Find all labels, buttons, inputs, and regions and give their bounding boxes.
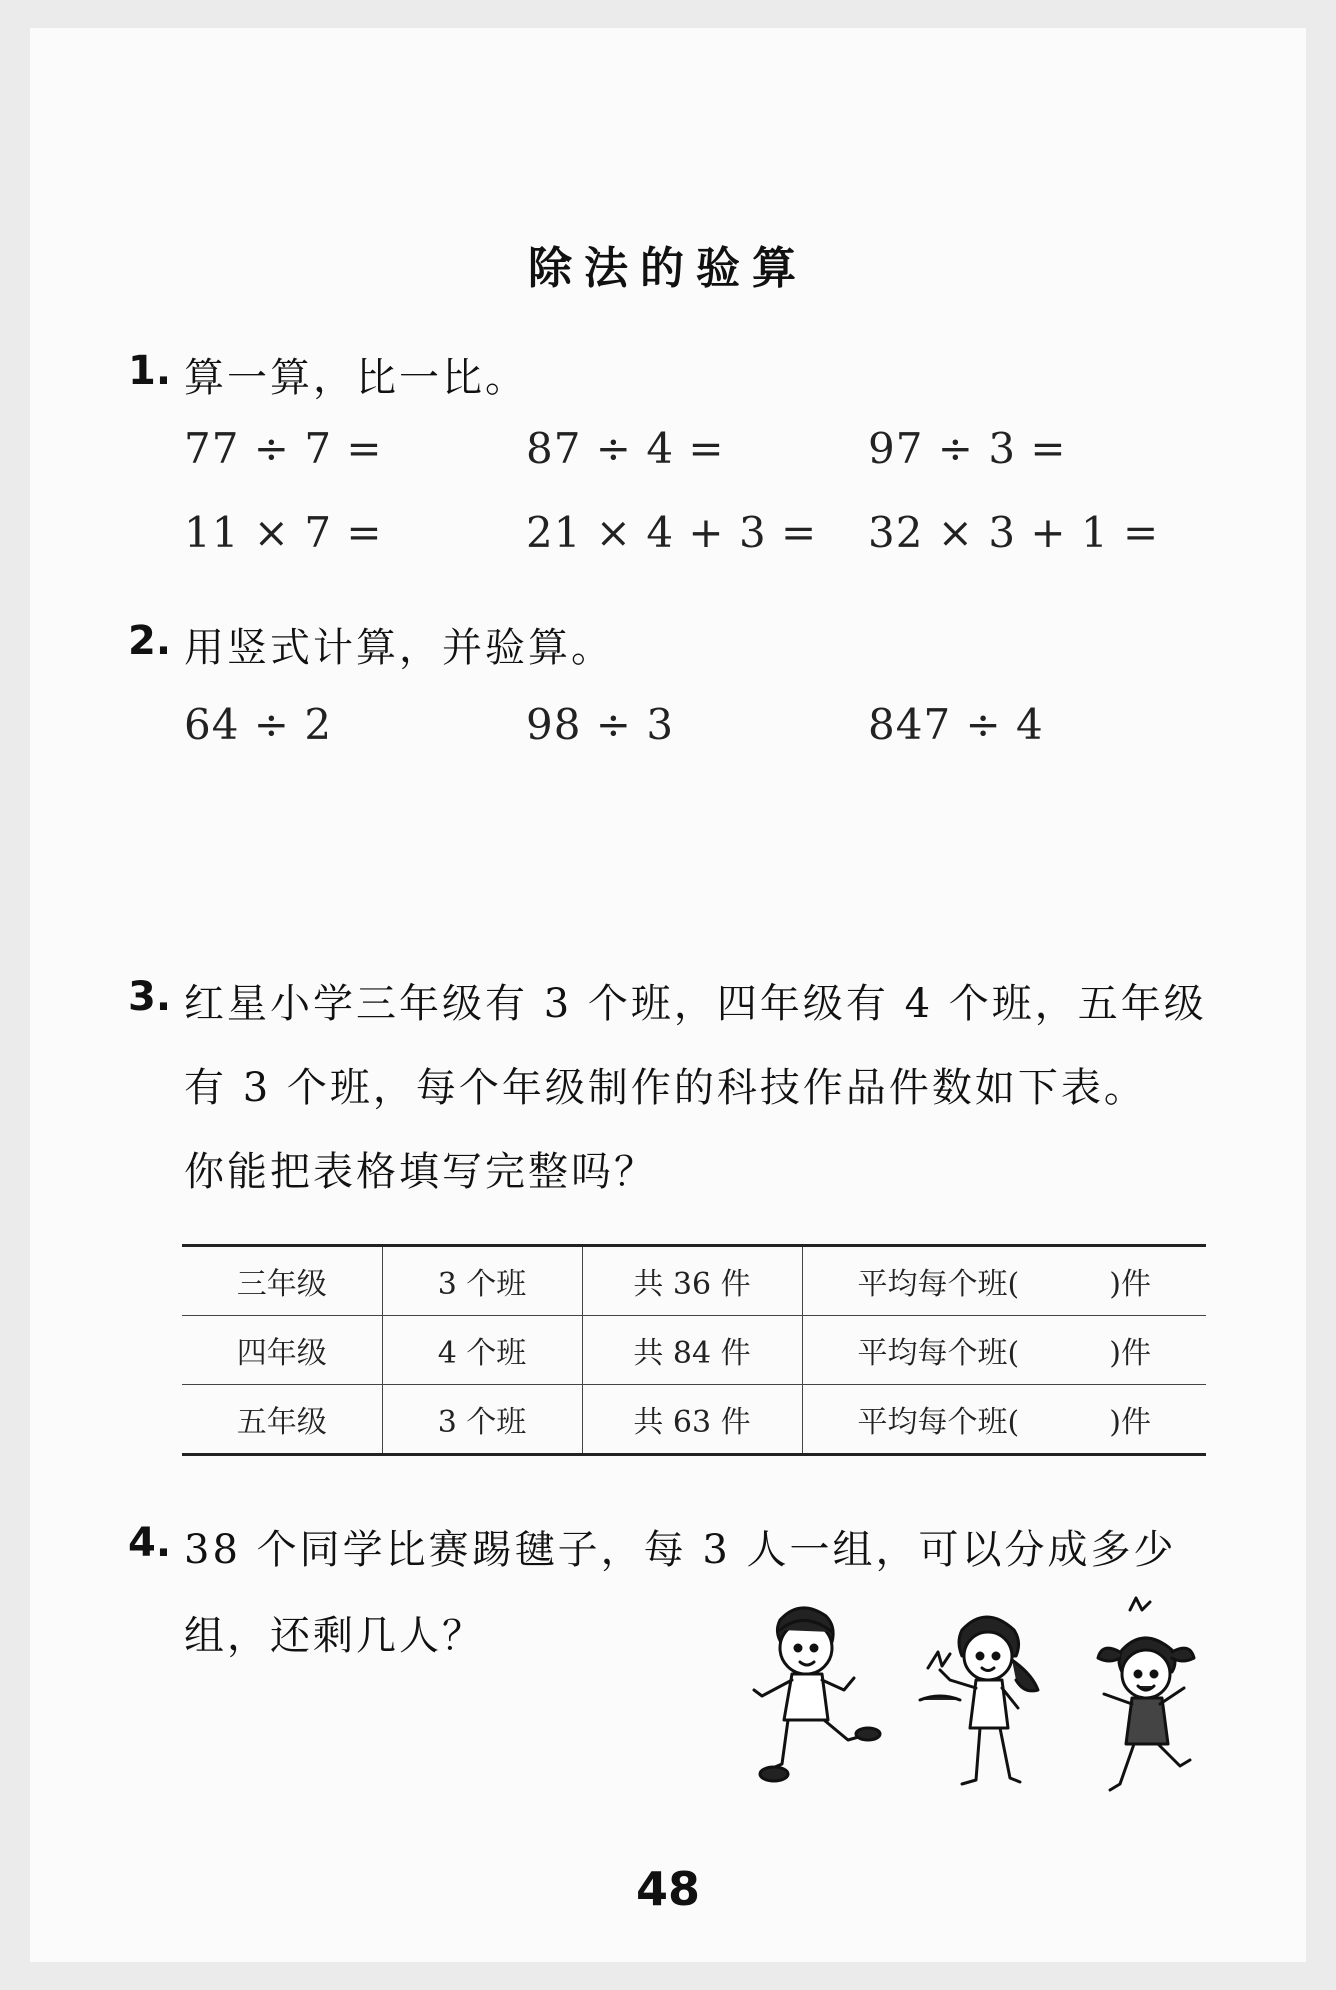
table-cell-total: 共 63 件 <box>582 1385 802 1455</box>
table-cell-grade: 三年级 <box>182 1246 382 1316</box>
question-3-line: 你能把表格填写完整吗？ <box>184 1149 657 1195</box>
table-cell-grade: 四年级 <box>182 1316 382 1385</box>
girl-figure <box>1098 1598 1194 1790</box>
table-cell-total: 共 84 件 <box>582 1316 802 1385</box>
works-table <box>182 1244 1206 1456</box>
q2-expression: 847 ÷ 4 <box>868 700 1044 749</box>
table-row <box>182 1385 1206 1455</box>
question-4-line: 组，还剩几人？ <box>184 1613 485 1659</box>
q1-expression: 97 ÷ 3 = <box>868 424 1067 473</box>
question-4-line: 38 个同学比赛踢毽子，每 3 人一组，可以分成多少 <box>184 1527 1177 1573</box>
table-cell-average-blank[interactable]: 平均每个班( )件 <box>802 1246 1206 1316</box>
page-title: 除法的验算 <box>528 243 808 294</box>
table-cell-classes: 4 个班 <box>382 1316 582 1385</box>
question-3-line: 红星小学三年级有 3 个班，四年级有 4 个班，五年级 <box>184 981 1207 1027</box>
q1-expression: 32 × 3 + 1 = <box>868 508 1160 557</box>
q1-expression: 77 ÷ 7 = <box>184 424 383 473</box>
children-kicking-shuttlecock-illustration <box>740 1590 1220 1810</box>
question-2-number: 2. <box>128 618 172 664</box>
q2-expression: 98 ÷ 3 <box>526 700 675 749</box>
q1-expression: 21 × 4 + 3 = <box>526 508 818 557</box>
table-cell-total: 共 36 件 <box>582 1246 802 1316</box>
question-3-line: 有 3 个班，每个年级制作的科技作品件数如下表。 <box>184 1065 1147 1111</box>
table-cell-grade: 五年级 <box>182 1385 382 1455</box>
question-1-text: 算一算，比一比。 <box>184 355 528 401</box>
question-2-text: 用竖式计算，并验算。 <box>184 625 614 671</box>
page-number: 48 <box>635 1862 700 1916</box>
q1-expression: 87 ÷ 4 = <box>526 424 725 473</box>
table-row <box>182 1246 1206 1316</box>
table-cell-classes: 3 个班 <box>382 1246 582 1316</box>
question-3-number: 3. <box>128 974 172 1020</box>
q2-expression: 64 ÷ 2 <box>184 700 333 749</box>
table-cell-classes: 3 个班 <box>382 1385 582 1455</box>
question-1-number: 1. <box>128 348 172 394</box>
boy-figure <box>754 1608 880 1781</box>
table-cell-average-blank[interactable]: 平均每个班( )件 <box>802 1316 1206 1385</box>
q1-expression: 11 × 7 = <box>184 508 383 557</box>
question-4-number: 4. <box>128 1520 172 1566</box>
table-row <box>182 1316 1206 1385</box>
girl-figure <box>920 1617 1038 1784</box>
table-cell-average-blank[interactable]: 平均每个班( )件 <box>802 1385 1206 1455</box>
